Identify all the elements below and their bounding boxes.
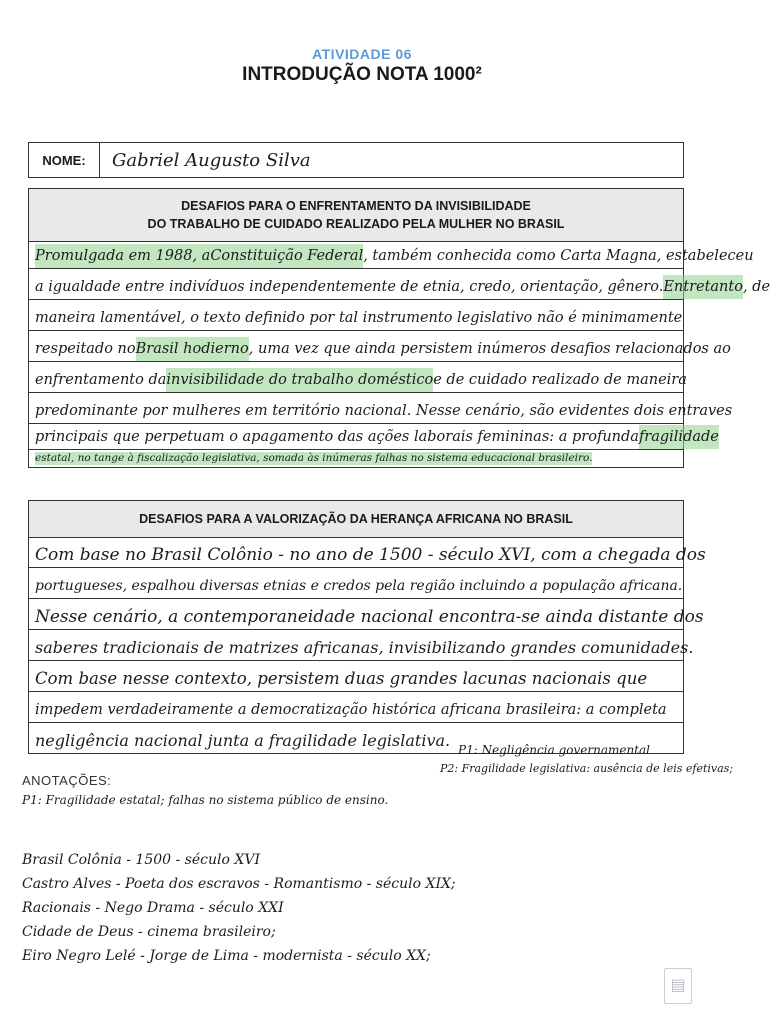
- highlight-text: Promulgada em 1988, a: [35, 244, 210, 268]
- highlight-text: Entretanto: [663, 275, 743, 299]
- section1-heading: [28, 188, 684, 242]
- line-text: , de: [742, 279, 770, 295]
- section1-line: [29, 424, 719, 450]
- highlight-text: fragilidade: [639, 425, 719, 449]
- line-text: enfrentamento da: [35, 372, 167, 388]
- annotation-p1: P1: Fragilidade estatal; falhas no sistema público de ensino.: [22, 793, 389, 807]
- annotations-label: ANOTAÇÕES:: [22, 773, 112, 788]
- line-text: e de cuidado realizado de maneira: [433, 372, 687, 388]
- section2-line: impedem verdadeiramente a democratização histórica africana brasileira: a completa: [29, 692, 683, 723]
- name-field: [28, 142, 684, 178]
- section1-line: [29, 362, 687, 393]
- line-text: a igualdade entre indivíduos independentemente de etnia, credo, orientação, gênero.: [35, 279, 664, 295]
- line-text: principais que perpetuam o apagamento das ações laborais femininas: a profunda: [35, 429, 639, 445]
- margin-note-p1: P1: Negligência governamental: [458, 743, 650, 757]
- activity-subtitle: ATIVIDADE 06: [312, 46, 412, 62]
- highlight-text: Constituição Federal: [210, 244, 363, 268]
- section1-line: [29, 269, 770, 300]
- name-label: NOME:: [29, 143, 100, 177]
- section2-line: portugueses, espalhou diversas etnias e credos pela região incluindo a população africana.: [29, 568, 683, 599]
- highlight-text: estatal: [35, 452, 71, 464]
- section1-line: [29, 450, 683, 468]
- section2-line: saberes tradicionais de matrizes africanas, invisibilizando grandes comunidades.: [29, 630, 683, 661]
- line-text: maneira lamentável, o texto definido por tal instrumento legislativo não é minimamente: [35, 310, 683, 326]
- scanner-mark-icon: ▤: [664, 968, 692, 1004]
- annotation-item: Castro Alves - Poeta dos escravos - Romantismo - século XIX;: [22, 876, 456, 892]
- section1-heading-line1: DESAFIOS PARA O ENFRENTAMENTO DA INVISIBILIDADE: [181, 199, 531, 213]
- annotation-item: Eiro Negro Lelé - Jorge de Lima - modernista - século XX;: [22, 948, 431, 964]
- highlight-text: , no tange à fiscalização legislativa, somada às inúmeras falhas no sistema educacional brasileiro.: [70, 452, 593, 464]
- section1-line: [29, 331, 731, 362]
- section2-line: Nesse cenário, a contemporaneidade nacional encontra-se ainda distante dos: [29, 599, 683, 630]
- section1-heading-line2: DO TRABALHO DE CUIDADO REALIZADO PELA MULHER NO BRASIL: [147, 217, 565, 231]
- line-text: , também conhecida como Carta Magna, estabeleceu: [363, 248, 754, 264]
- page-title: INTRODUÇÃO NOTA 1000²: [242, 64, 482, 85]
- section2-line: Com base nesse contexto, persistem duas grandes lacunas nacionais que: [29, 661, 683, 692]
- margin-note-p2: P2: Fragilidade legislativa: ausência de leis efetivas;: [440, 762, 734, 775]
- name-value: Gabriel Augusto Silva: [112, 149, 311, 171]
- section1-line: [29, 393, 733, 424]
- document-header: [0, 46, 724, 86]
- section2-line: Com base no Brasil Colônio - no ano de 1500 - século XVI, com a chegada dos: [29, 537, 683, 568]
- section2-heading-text: DESAFIOS PARA A VALORIZAÇÃO DA HERANÇA AFRICANA NO BRASIL: [139, 512, 573, 526]
- annotation-item: Cidade de Deus - cinema brasileiro;: [22, 924, 276, 940]
- section1-writing-area: [28, 238, 770, 468]
- annotation-item: Racionais - Nego Drama - século XXI: [22, 900, 284, 916]
- section2-line: negligência nacional junta a fragilidade legislativa.: [29, 723, 683, 754]
- line-text: , uma vez que ainda persistem inúmeros desafios relacionados ao: [248, 341, 731, 357]
- annotation-item: Brasil Colônia - 1500 - século XVI: [22, 852, 260, 868]
- section2-heading: [28, 500, 684, 538]
- section1-line: [29, 300, 683, 331]
- line-text: predominante por mulheres em território nacional. Nesse cenário, são evidentes dois entraves: [35, 403, 733, 419]
- section1-line: [29, 238, 754, 269]
- highlight-text: invisibilidade do trabalho doméstico: [166, 368, 433, 392]
- section2-writing-area: [28, 537, 706, 754]
- line-text: respeitado no: [35, 341, 136, 357]
- highlight-text: Brasil hodierno: [136, 337, 249, 361]
